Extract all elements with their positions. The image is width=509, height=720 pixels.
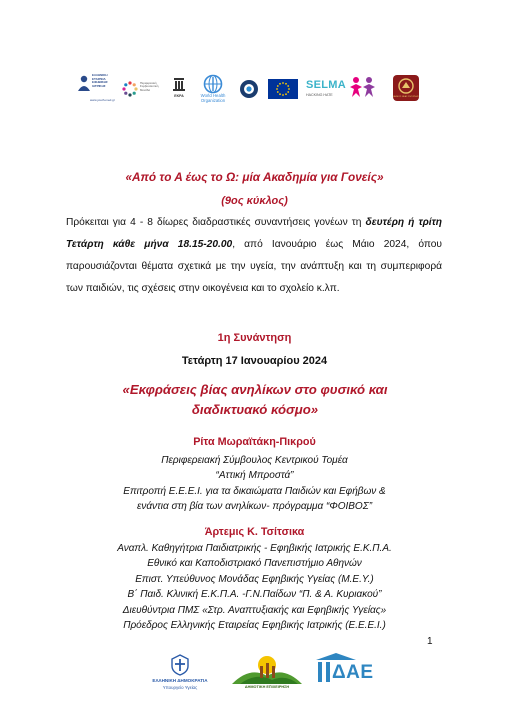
nea-smyrni-logo-text: ΔΗΜΟΣ ΝΕΑΣ ΣΜΥΡΝΗΣ bbox=[393, 96, 419, 98]
selma-logo-subtext: HACKING HATE bbox=[306, 93, 333, 97]
sun-hills-icon bbox=[232, 652, 302, 684]
ekpa-logo bbox=[170, 72, 188, 106]
academy-cycle: (9ος κύκλος) bbox=[221, 195, 288, 207]
speaker2-role: Β΄ Παιδ. Κλινική Ε.Κ.Π.Α. -Γ.Ν.Παίδων “Π. & Α. Κυριακού” bbox=[127, 589, 382, 601]
speaker1-name: Ρίτα Μωραϊτάκη-Πικρού bbox=[193, 436, 316, 448]
counseling-unit-logo bbox=[122, 72, 164, 106]
figures-logo bbox=[348, 72, 378, 106]
talk-title-line1: «Εκφράσεις βίας ανηλίκων στο φυσικό και bbox=[122, 382, 388, 397]
eu-flag-icon bbox=[268, 79, 298, 99]
eeei-emblem-icon bbox=[76, 75, 92, 93]
eeei-logo-text: ΕΛΛΗΝΙΚΗ ΕΤΑΙΡΕΙΑ ΕΦΗΒΙΚΗΣ ΙΑΤΡΙΚΗΣ bbox=[92, 73, 108, 88]
intro-text-part2: , από Ιανουάριο έως Μάιο 2024, όπου παρουσιάζονται θέματα σχετικά με την υγεία, την ανάπτυξη και τη συμπεριφορά των παιδιών, τις σχέσεις στην οικογένεια και το σχολείο κ.λπ. bbox=[66, 239, 442, 294]
eeei-logo bbox=[76, 72, 116, 106]
speaker2-role: Εθνικό και Καποδιστριακό Πανεπιστήμιο Αθηνών bbox=[147, 558, 362, 570]
talk-title-line2: διαδικτυακό κόσμο» bbox=[191, 402, 319, 417]
meeting-label: 1η Συνάντηση bbox=[217, 332, 292, 344]
municipal-enterprise-label: ΔΗΜΟΤΙΚΗ ΕΠΙΧΕΙΡΗΣΗ bbox=[244, 685, 290, 689]
who-logo-text: World Health Organization bbox=[200, 93, 226, 103]
speaker1-roles bbox=[40, 453, 469, 515]
speaker2-role: Διευθύντρια ΠΜΣ «Στρ. Αναπτυξιακής και Εφηβικής Υγείας» bbox=[122, 604, 387, 616]
speaker2-role: Αναπλ. Καθηγήτρια Παιδιατρικής - Εφηβικής Ιατρικής Ε.Κ.Π.Α. bbox=[117, 543, 392, 554]
speaker1-role: ενάντια στη βία των ανηλίκων- πρόγραμμα “ΦΟΙΒΟΣ” bbox=[136, 501, 373, 513]
nea-smyrni-logo bbox=[390, 72, 422, 106]
dae-label: ΔΑΕ bbox=[332, 662, 374, 683]
intro-text-part1: Πρόκειται για 4 - 8 δίωρες διαδραστικές συναντήσεις γονέων τη bbox=[66, 217, 366, 228]
who-logo bbox=[196, 72, 230, 106]
speaker2-role: Επιστ. Υπεύθυνος Μονάδας Εφηβικής Υγείας (Μ.Ε.Υ.) bbox=[135, 573, 374, 585]
dae-logo bbox=[312, 652, 374, 696]
talk-title bbox=[60, 380, 450, 420]
ministry-sublabel: Υπουργείο Υγείας bbox=[162, 685, 198, 690]
speaker2-name: Άρτεμις Κ. Τσίτσικα bbox=[204, 526, 305, 538]
speaker1-role: Περιφερειακή Σύμβουλος Κεντρικού Τομέα bbox=[161, 455, 348, 466]
speaker1-role: Επιτροπή Ε.Ε.Ε.Ι. για τα δικαιώματα Παιδιών και Εφήβων & bbox=[123, 485, 386, 497]
ekpa-logo-text: EKPA bbox=[174, 94, 184, 98]
round-emblem-icon bbox=[239, 79, 259, 99]
academy-title: «Από το Α έως το Ω: μία Ακαδημία για Γονείς» bbox=[125, 170, 384, 184]
intro-schedule-highlight: δευτέρη ή τρίτη Τετάρτη κάθε μήνα 18.15-20.00 bbox=[66, 217, 442, 250]
footer-logo-row bbox=[0, 646, 509, 706]
selma-logo bbox=[306, 72, 344, 106]
sponsor-logo-row bbox=[76, 72, 426, 112]
meeting-date: Τετάρτη 17 Ιανουαρίου 2024 bbox=[181, 355, 328, 367]
eu-flag-logo bbox=[268, 72, 298, 106]
greek-emblem-icon bbox=[170, 654, 190, 676]
speaker2-role: Πρόεδρος Ελληνικής Εταιρείας Εφηβικής Ιατρικής (Ε.Ε.Ε.Ι.) bbox=[123, 620, 386, 632]
page-number: 1 bbox=[427, 636, 433, 647]
round-emblem-logo bbox=[238, 72, 260, 106]
eeei-logo-url: www.youth-med.gr bbox=[90, 98, 115, 102]
who-globe-icon bbox=[203, 74, 223, 94]
speaker1-role: “Αττική Μπροστά” bbox=[215, 470, 294, 482]
ministry-health-logo bbox=[150, 654, 210, 694]
selma-logo-text: SELMA bbox=[306, 79, 346, 91]
ministry-label: ΕΛΛΗΝΙΚΗ ΔΗΜΟΚΡΑΤΙΑ bbox=[152, 678, 208, 683]
intro-paragraph bbox=[66, 212, 442, 300]
speaker2-roles bbox=[40, 541, 469, 633]
ekpa-emblem-icon bbox=[173, 76, 185, 92]
municipal-enterprise-logo bbox=[232, 652, 302, 696]
people-figures-icon bbox=[348, 75, 378, 101]
counseling-unit-text: Περιφερειακή Συμβουλευτική Μονάδα bbox=[140, 81, 159, 92]
dotted-ring-icon bbox=[122, 81, 138, 97]
